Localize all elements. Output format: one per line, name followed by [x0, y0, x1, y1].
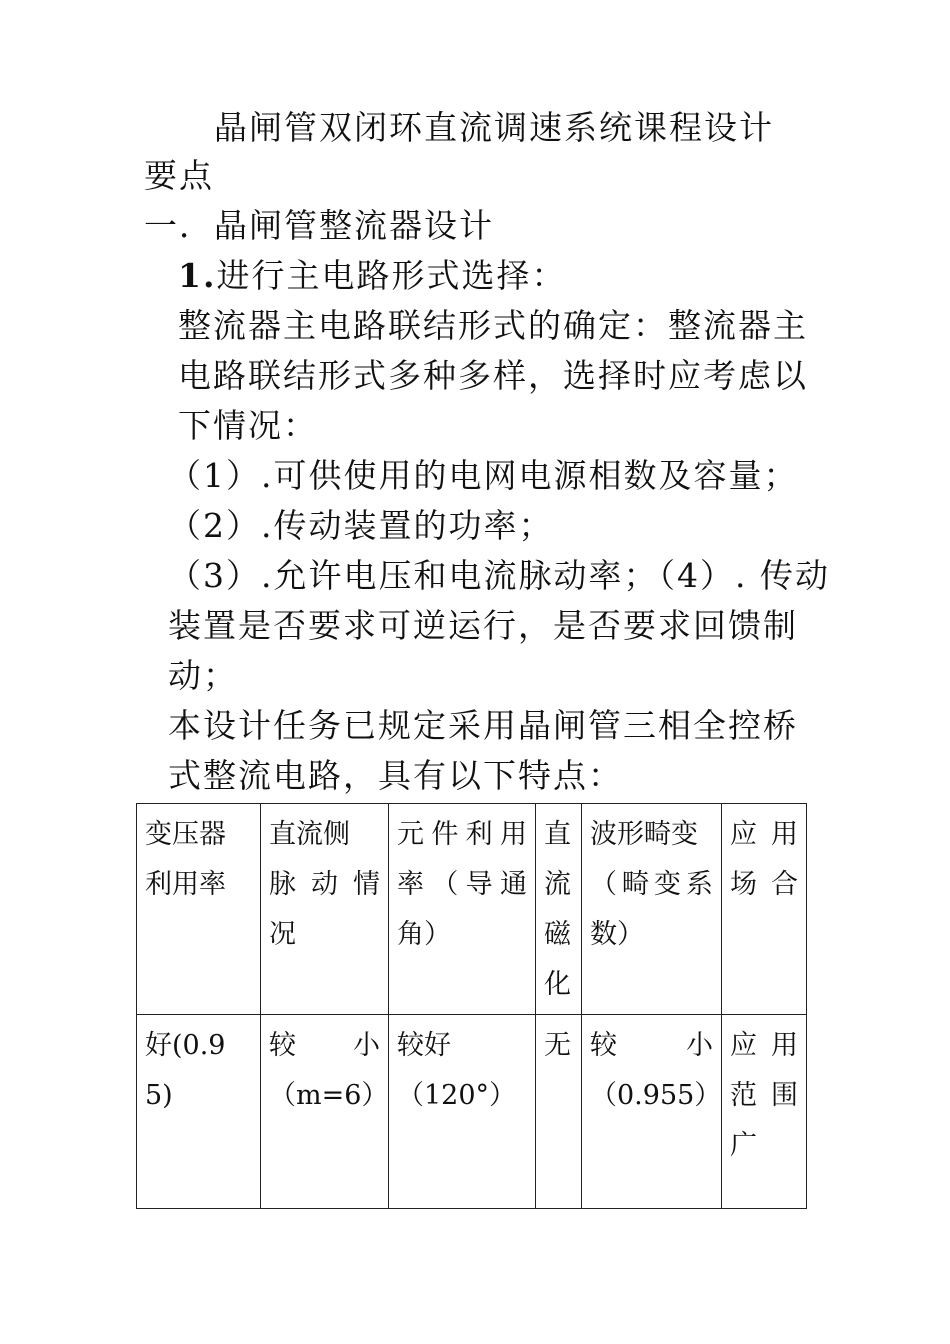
cell-line: 直: [544, 819, 571, 850]
cell-line: 利用率: [145, 869, 226, 900]
cell-line: 脉动情: [269, 869, 380, 900]
cell-line: （120°）: [397, 1080, 517, 1111]
cell-line: 况: [269, 919, 296, 950]
cell-line: 较好: [397, 1030, 451, 1061]
paragraph-2-line-1: 本设计任务已规定采用晶闸管三相全控桥: [168, 706, 798, 745]
paragraph-1-line-2: 电路联结形式多种多样，选择时应考虑以: [178, 356, 808, 395]
cell-line: 变压器: [145, 819, 226, 850]
title-line-2: 要点: [144, 156, 214, 195]
cell-line: 广: [730, 1130, 757, 1161]
cell-line: （0.955）: [590, 1080, 722, 1111]
table-header-cell: [582, 804, 722, 1015]
cell-line: 化: [544, 969, 571, 1000]
list-item-2: （2）.传动装置的功率；: [168, 506, 554, 545]
paragraph-2-line-2: 式整流电路，具有以下特点：: [168, 756, 623, 795]
table-header-cell: [722, 804, 807, 1015]
paragraph-1-line-1: 整流器主电路联结形式的确定：整流器主: [178, 306, 808, 345]
cell-line: （畸变系: [590, 869, 713, 900]
paragraph-1-line-3: 下情况：: [178, 406, 318, 445]
subsection-number: 1.: [178, 256, 217, 295]
list-item-1: （1）.可供使用的电网电源相数及容量；: [168, 456, 799, 495]
subsection-text: 进行主电路形式选择：: [216, 256, 567, 295]
table-header-cell: [261, 804, 389, 1015]
cell-line: 较小: [269, 1030, 380, 1061]
list-item-3-line-1: （3）.允许电压和电流脉动率；（4）. 传动: [168, 556, 830, 595]
cell-line: 无: [544, 1030, 571, 1061]
table-cell: [536, 1015, 582, 1209]
cell-line: 应用: [730, 819, 798, 850]
cell-line: 直流侧: [269, 819, 350, 850]
table-cell: [137, 1015, 261, 1209]
table-row: [137, 1015, 807, 1209]
cell-line: 流: [544, 869, 571, 900]
cell-line: （m=6）: [269, 1080, 389, 1111]
subsection-heading: [178, 256, 566, 296]
table-header-cell: [389, 804, 536, 1015]
table-cell: [389, 1015, 536, 1209]
list-item-3-line-3: 动；: [168, 656, 238, 695]
cell-line: 率（导通: [397, 869, 527, 900]
table-header-cell: [137, 804, 261, 1015]
list-item-3-line-2: 装置是否要求可逆运行，是否要求回馈制: [168, 606, 798, 645]
cell-line: 磁: [544, 919, 571, 950]
table-header-row: [137, 804, 807, 1015]
cell-line: 场合: [730, 869, 798, 900]
cell-line: 较小: [590, 1030, 713, 1061]
cell-line: 角）: [397, 919, 451, 950]
cell-line: 应用: [730, 1030, 798, 1061]
cell-line: 波形畸变: [590, 819, 698, 850]
section-heading: 一．晶闸管整流器设计: [144, 206, 494, 245]
cell-line: 元件利用: [397, 819, 527, 850]
cell-line: 好(0.95): [145, 1030, 226, 1111]
table-header-cell: [536, 804, 582, 1015]
cell-line: 数）: [590, 919, 644, 950]
title-line-1: 晶闸管双闭环直流调速系统课程设计: [214, 108, 774, 147]
table-cell: [261, 1015, 389, 1209]
cell-line: 范围: [730, 1080, 798, 1111]
characteristics-table: [136, 803, 807, 1209]
table-cell: [582, 1015, 722, 1209]
table-cell: [722, 1015, 807, 1209]
